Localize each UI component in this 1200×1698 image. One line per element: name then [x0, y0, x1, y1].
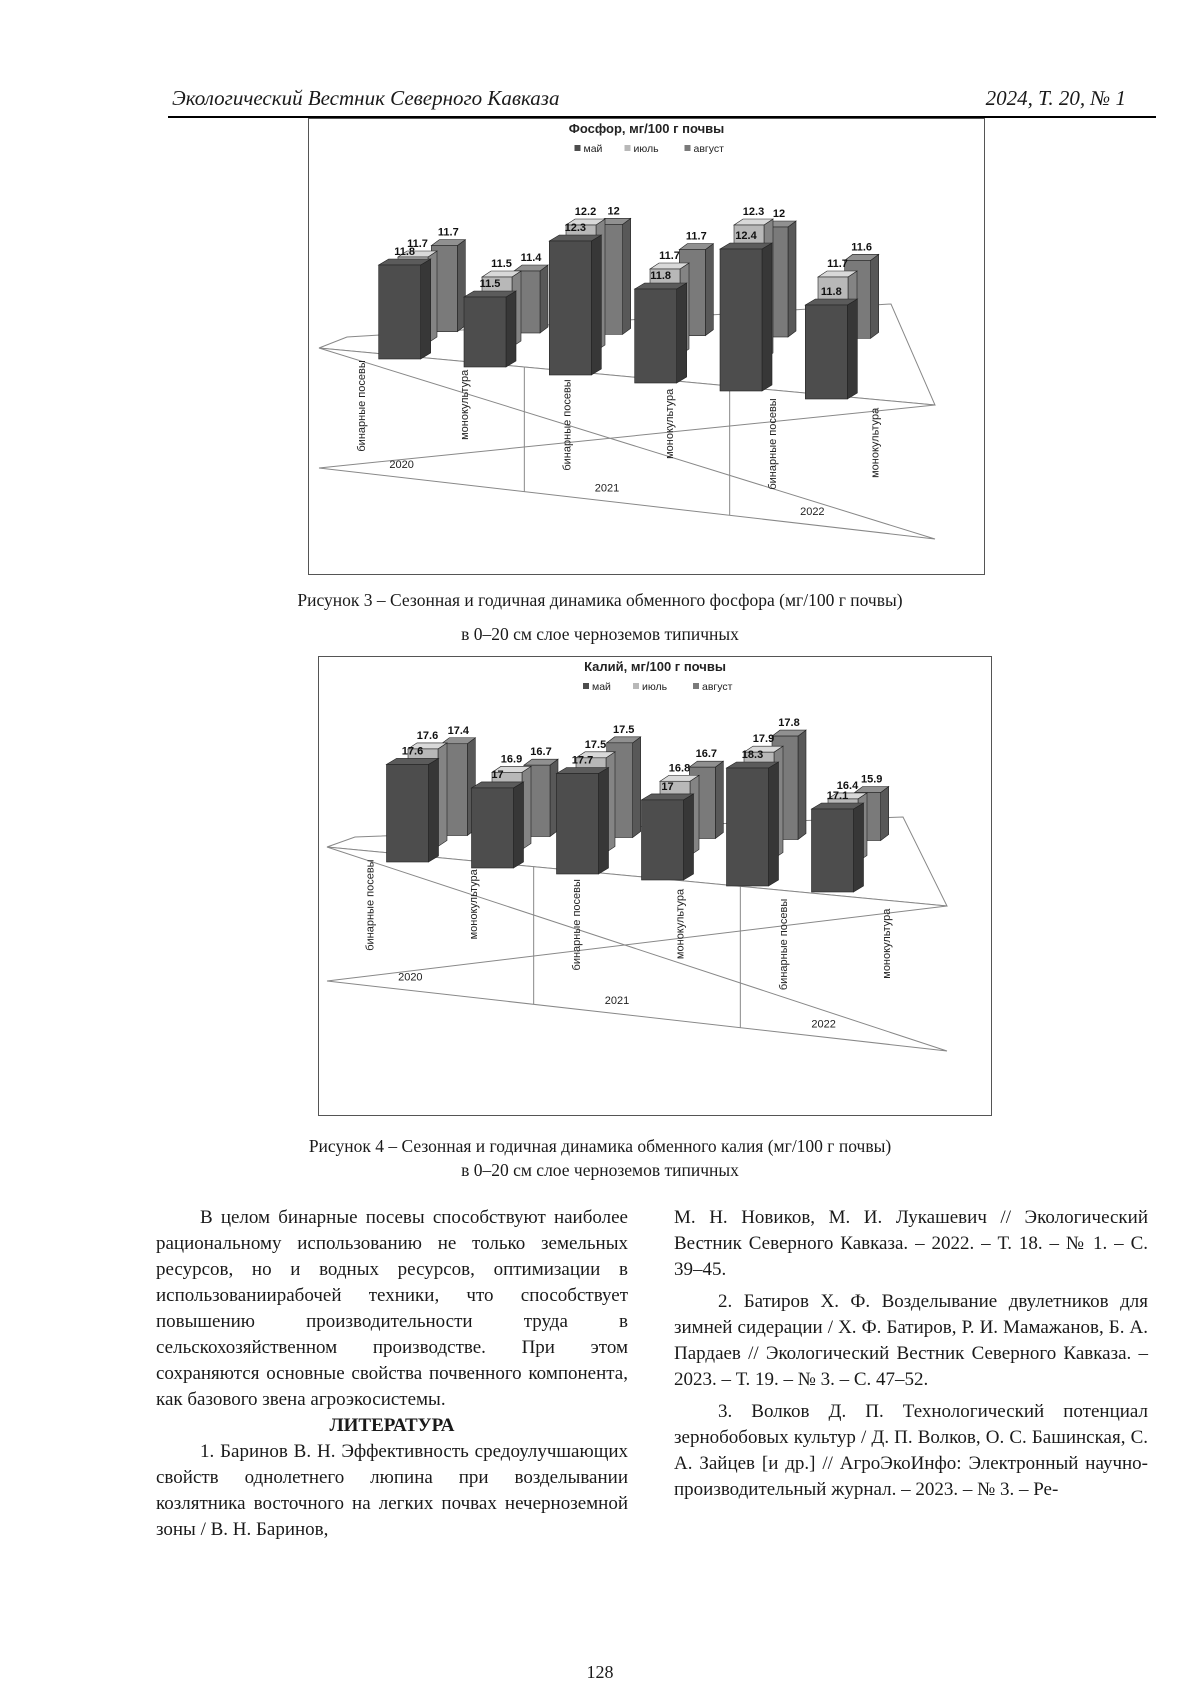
bar-side-s2-c4 — [798, 730, 806, 839]
bar-side-s2-c5 — [871, 254, 879, 338]
figure-3-caption-line2: в 0–20 см слое черноземов типичных — [461, 624, 739, 644]
right-column — [674, 1205, 1148, 1503]
bar-side-s1-c0 — [438, 743, 447, 847]
data-label-s2-c2: 17.5 — [612, 723, 635, 736]
bar-s0-c3 — [642, 800, 684, 880]
bar-side-s0-c4 — [769, 762, 779, 886]
reference-2: 2. Батиров Х. Ф. Возделывание двулетников для зимней сидерации / Х. Ф. Батиров, Р. И. Мамажанов, Б. А. Пардаев // Экологический Вестник Северного Кавказа. – 2023. – Т. 19. – № 3. – С. 47–52. — [674, 1291, 1148, 1390]
bar-side-s0-c0 — [421, 259, 431, 359]
chart-title: Калий, мг/100 г почвы — [584, 659, 726, 674]
bar-side-s0-c3 — [684, 794, 694, 880]
group-label-1: 2021 — [594, 482, 620, 495]
data-label-s1-c0: 11.7 — [407, 238, 428, 250]
bar-side-s0-c2 — [591, 235, 601, 375]
running-header — [168, 86, 1156, 118]
category-label-4: бинарные посевы — [766, 398, 779, 490]
reference-3: 3. Волков Д. П. Технологический потенциал зернобобовых культур / Д. П. Волков, О. С. Башинская, С. А. Зайцев [и др.] // АгроЭкоИнфо: Электронный научно-производительный журнал. – 2023. – № 3. – Ре- — [674, 1401, 1148, 1500]
bar-s0-c5 — [812, 809, 854, 892]
data-label-s1-c4: 17.9 — [752, 733, 775, 746]
issue-number: 2024, Т. 20, № 1 — [985, 86, 1126, 110]
data-label-s0-c3: 17 — [661, 780, 674, 793]
category-label-3: монокультура — [674, 888, 687, 960]
legend-label-1: июль — [633, 143, 659, 155]
bar-side-s2-c2 — [623, 218, 631, 334]
data-label-s2-c2: 12 — [607, 205, 620, 218]
data-label-s0-c1: 17 — [491, 768, 504, 781]
category-label-2: бинарные посевы — [561, 379, 574, 471]
bar-side-s0-c5 — [854, 803, 864, 892]
category-label-0: бинарные посевы — [356, 360, 369, 452]
legend-label-2: август — [702, 681, 733, 693]
legend-marker-0 — [575, 145, 581, 151]
bar-side-s2-c3 — [715, 761, 723, 838]
data-label-s1-c4: 12.3 — [742, 206, 765, 218]
category-label-5: монокультура — [869, 407, 882, 478]
legend-label-2: август — [693, 143, 724, 155]
data-label-s2-c5: 11.6 — [851, 241, 873, 254]
data-label-s0-c5: 11.8 — [820, 286, 842, 298]
data-label-s0-c4: 18.3 — [741, 749, 764, 761]
literature-heading: ЛИТЕРАТУРА — [329, 1415, 455, 1436]
legend-label-0: май — [592, 681, 611, 693]
data-label-s2-c4: 12 — [772, 208, 786, 220]
data-label-s0-c2: 17.7 — [571, 754, 594, 767]
category-label-3: монокультура — [664, 388, 677, 459]
data-label-s2-c3: 16.7 — [695, 748, 718, 761]
data-label-s2-c0: 17.4 — [447, 724, 470, 737]
data-label-s0-c0: 17.6 — [401, 745, 424, 758]
data-label-s1-c5: 11.7 — [827, 258, 848, 270]
bar-s0-c1 — [472, 788, 514, 868]
bar-side-s0-c5 — [847, 299, 857, 399]
bar-side-s2-c3 — [705, 244, 713, 336]
figure-4-chart — [318, 656, 992, 1116]
category-label-2: бинарные посевы — [571, 879, 584, 971]
category-label-1: монокультура — [467, 869, 480, 940]
bar-side-s0-c2 — [599, 768, 609, 875]
legend-marker-2 — [693, 683, 699, 689]
bar-side-s2-c1 — [540, 265, 548, 333]
legend-label-0: май — [583, 143, 603, 155]
bar-side-s2-c4 — [788, 221, 796, 337]
category-label-5: монокультура — [881, 908, 894, 979]
legend-marker-1 — [633, 683, 639, 689]
legend-marker-0 — [583, 683, 589, 689]
group-label-0: 2020 — [398, 971, 423, 984]
data-label-s2-c4: 17.8 — [778, 717, 800, 730]
category-label-1: монокультура — [458, 369, 471, 440]
legend-label-1: июль — [642, 681, 668, 693]
bar-s0-c2 — [557, 774, 599, 875]
bar-s0-c4 — [727, 768, 769, 886]
data-label-s0-c4: 12.4 — [735, 230, 757, 242]
data-label-s2-c5: 15.9 — [860, 773, 883, 786]
data-label-s2-c0: 11.7 — [437, 226, 459, 239]
bar-side-s0-c3 — [677, 283, 687, 383]
category-label-0: бинарные посевы — [364, 859, 377, 951]
data-label-s1-c2: 17.5 — [584, 738, 607, 751]
left-column — [156, 1205, 628, 1543]
potassium-chart-svg — [319, 657, 991, 1115]
bar-s0-c1 — [464, 297, 506, 367]
data-label-s0-c1: 11.5 — [479, 278, 501, 290]
reference-1-start: 1. Баринов В. Н. Эффективность средоулучшающих свойств однолетнего люпина при возделывании козлятника восточного на легких почвах нечерноземной зоны / В. Н. Баринов, — [156, 1441, 628, 1540]
bar-s0-c5 — [805, 305, 847, 399]
figure-4-caption-line2: в 0–20 см слое черноземов типичных — [461, 1160, 739, 1180]
data-label-s2-c1: 16.7 — [530, 746, 552, 759]
bar-side-s0-c0 — [429, 758, 439, 862]
legend-marker-1 — [625, 145, 631, 151]
bar-side-s0-c1 — [506, 291, 516, 367]
figure-4-caption-line1: Рисунок 4 – Сезонная и годичная динамика обменного калия (мг/100 г почвы) — [308, 1136, 892, 1156]
data-label-s1-c5: 16.4 — [836, 779, 859, 792]
data-label-s0-c0: 11.8 — [394, 246, 416, 258]
bar-s0-c0 — [379, 265, 421, 359]
bar-s0-c0 — [387, 764, 429, 862]
reference-1-continued: М. Н. Новиков, М. И. Лукашевич // Экологический Вестник Северного Кавказа. – 2022. – Т. 18. – № 1. – С. 39–45. — [674, 1207, 1148, 1280]
data-label-s2-c3: 11.7 — [685, 230, 707, 243]
data-label-s2-c1: 11.4 — [520, 252, 542, 264]
category-label-4: бинарные посевы — [777, 898, 790, 991]
figure-4-caption — [0, 1134, 1200, 1182]
bar-side-s2-c2 — [633, 737, 641, 838]
figure-3-caption-line1: Рисунок 3 – Сезонная и годичная динамика обменного фосфора (мг/100 г почвы) — [297, 590, 903, 610]
bar-side-s0-c4 — [762, 243, 772, 391]
data-label-s0-c3: 11.8 — [650, 270, 672, 282]
bar-s0-c4 — [720, 249, 762, 391]
data-label-s1-c3: 16.8 — [668, 762, 691, 775]
data-label-s1-c1: 16.9 — [500, 753, 523, 766]
figure-3-chart — [308, 118, 985, 575]
data-label-s0-c5: 17.1 — [826, 790, 849, 802]
data-label-s0-c2: 12.3 — [564, 222, 587, 234]
bar-s0-c3 — [635, 289, 677, 383]
bar-s0-c2 — [549, 241, 591, 375]
group-label-2: 2022 — [811, 1018, 836, 1031]
page-number: 128 — [586, 1662, 614, 1682]
figure-3-caption — [0, 586, 1200, 648]
data-label-s1-c3: 11.7 — [659, 250, 680, 262]
group-label-0: 2020 — [389, 458, 414, 471]
legend-marker-2 — [685, 145, 691, 151]
data-label-s1-c0: 17.6 — [416, 729, 439, 742]
data-label-s1-c1: 11.5 — [491, 258, 512, 270]
group-label-1: 2021 — [604, 995, 630, 1007]
journal-title: Экологический Вестник Северного Кавказа — [172, 86, 560, 110]
phosphorus-chart-svg — [309, 119, 984, 574]
group-label-2: 2022 — [800, 506, 825, 519]
bar-side-s2-c5 — [881, 787, 889, 841]
conclusion-paragraph: В целом бинарные посевы способствуют наиболее рациональному использованию не только земельных ресурсов, но и водных ресурсов, оптимизации в использованиирабочей техники, что способствует повышению производительности труда в сельскохозяйственном производстве. При этом сохраняются основные свойства почвенного компонента, как базового звена агроэкосистемы. — [156, 1207, 628, 1410]
chart-title: Фосфор, мг/100 г почвы — [568, 121, 725, 136]
data-label-s1-c2: 12.2 — [574, 206, 597, 218]
bar-side-s0-c1 — [514, 782, 524, 868]
